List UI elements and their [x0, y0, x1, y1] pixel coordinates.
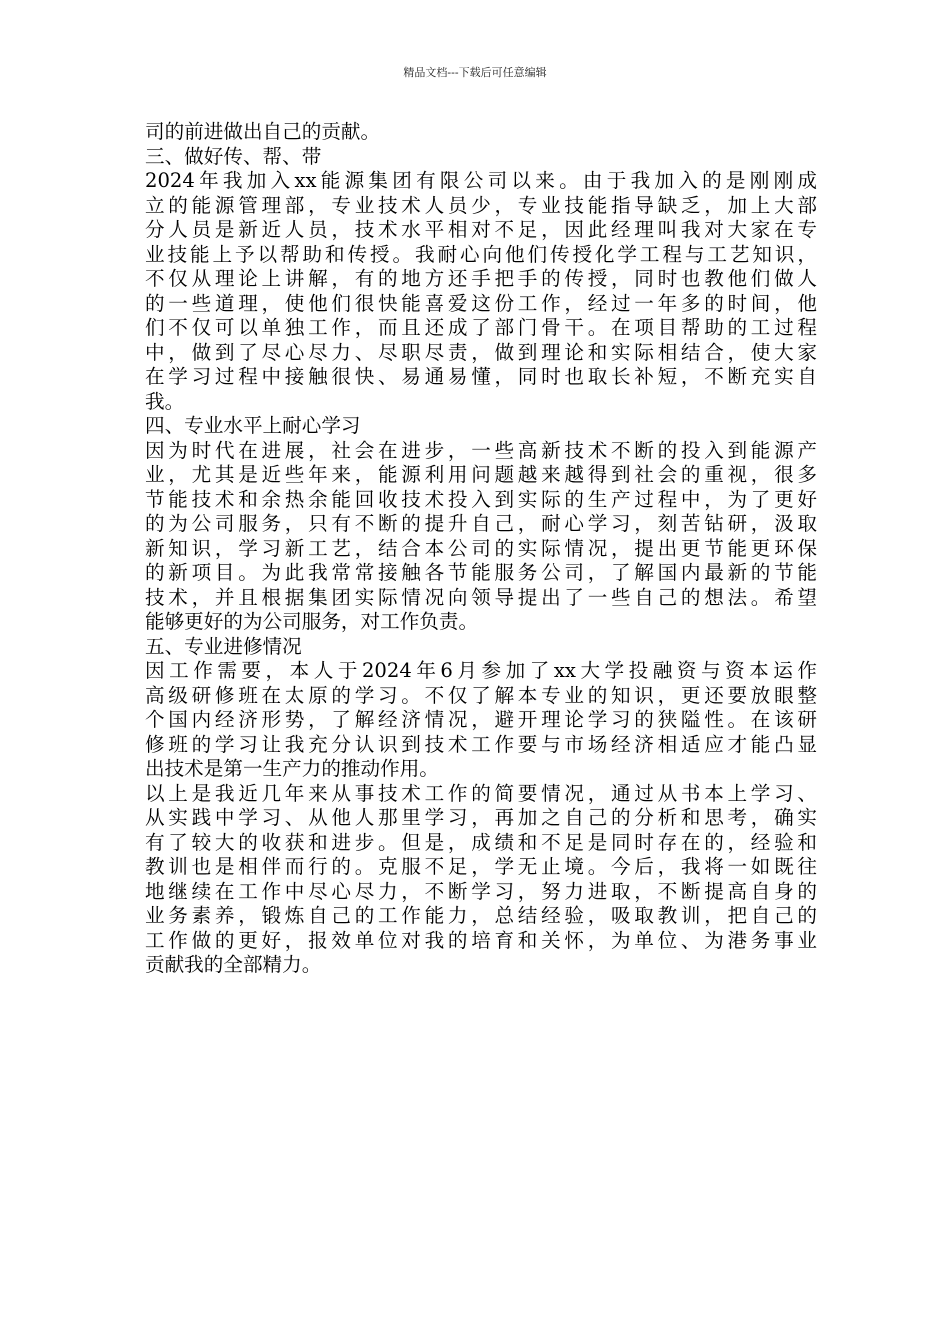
- text-line: 的一些道理，使他们很快能喜爱这份工作，经过一年多的时间，他: [145, 291, 817, 315]
- text-line: 修班的学习让我充分认识到技术工作要与市场经济相适应才能凸显: [145, 732, 817, 756]
- text-line: 五、专业进修情况: [145, 634, 302, 658]
- text-line: 四、专业水平上耐心学习: [145, 414, 361, 437]
- text-line: 三、做好传、帮、带: [145, 144, 322, 168]
- text-line: 我。: [145, 389, 185, 413]
- text-line: 个国内经济形势，了解经济情况，避开理论学习的狭隘性。在该研: [145, 708, 817, 731]
- text-line: 贡献我的全部精力。: [145, 953, 322, 976]
- page-header: 精品文档---下载后可任意编辑: [403, 66, 547, 79]
- text-line: 不仅从理论上讲解，有的地方还手把手的传授，同时也教他们做人: [145, 267, 817, 290]
- text-line: 的为公司服务，只有不断的提升自己，耐心学习，刻苦钻研，汲取: [145, 512, 817, 535]
- text-line: 技术，并且根据集团实际情况向领导提出了一些自己的想法。希望: [145, 585, 817, 609]
- text-line: 节能技术和余热余能回收技术投入到实际的生产过程中，为了更好: [145, 487, 817, 511]
- text-line: 立的能源管理部，专业技术人员少，专业技能指导缺乏，加上大部: [145, 193, 817, 217]
- text-line: 因为时代在进展，社会在进步，一些高新技术不断的投入到能源产: [145, 438, 817, 462]
- text-line: 以上是我近几年来从事技术工作的简要情况，通过从书本上学习、: [145, 781, 817, 805]
- document-body: [145, 120, 817, 978]
- text-line: 司的前进做出自己的贡献。: [145, 120, 381, 143]
- text-line: 们不仅可以单独工作，而且还成了部门骨干。在项目帮助的工过程: [145, 316, 817, 339]
- text-line: 地继续在工作中尽心尽力，不断学习，努力进取，不断提高自身的: [145, 879, 817, 903]
- text-line: 教训也是相伴而行的。克服不足，学无止境。今后，我将一如既往: [145, 855, 817, 878]
- text-line: 从实践中学习、从他人那里学习，再加之自己的分析和思考，确实: [145, 806, 817, 829]
- text-line: 业技能上予以帮助和传授。我耐心向他们传授化学工程与工艺知识，: [145, 242, 817, 266]
- text-line: 在学习过程中接触很快、易通易懂，同时也取长补短，不断充实自: [145, 365, 817, 388]
- text-line: 新知识，学习新工艺，结合本公司的实际情况，提出更节能更环保: [145, 536, 817, 560]
- text-line: 中，做到了尽心尽力、尽职尽责，做到理论和实际相结合，使大家: [145, 340, 817, 364]
- text-line: 能够更好的为公司服务，对工作负责。: [145, 610, 479, 633]
- text-line: 的新项目。为此我常常接触各节能服务公司，了解国内最新的节能: [145, 561, 817, 584]
- text-line: 分人员是新近人员，技术水平相对不足，因此经理叫我对大家在专: [145, 218, 817, 241]
- text-line: 2024年我加入xx能源集团有限公司以来。由于我加入的是刚刚成: [145, 169, 817, 192]
- text-line: 有了较大的收获和进步。但是，成绩和不足是同时存在的，经验和: [145, 830, 817, 854]
- text-line: 高级研修班在太原的学习。不仅了解本专业的知识，更还要放眼整: [145, 683, 817, 707]
- text-line: 因工作需要，本人于2024年6月参加了xx大学投融资与资本运作: [145, 659, 817, 682]
- text-line: 业，尤其是近些年来，能源利用问题越来越得到社会的重视，很多: [145, 463, 817, 486]
- text-line: 工作做的更好，报效单位对我的培育和关怀，为单位、为港务事业: [145, 928, 817, 952]
- text-line: 业务素养，锻炼自己的工作能力，总结经验，吸取教训，把自己的: [145, 904, 817, 927]
- text-line: 出技术是第一生产力的推动作用。: [145, 757, 439, 780]
